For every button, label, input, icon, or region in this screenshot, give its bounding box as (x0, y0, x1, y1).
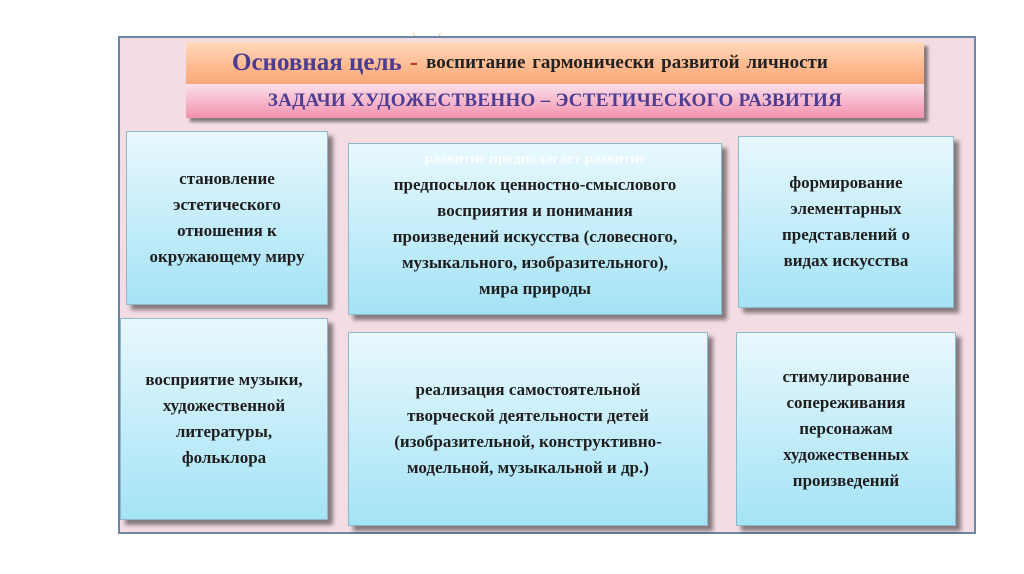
faded-caption: развитие предполагает развитие (424, 151, 646, 167)
task-box-art-forms (738, 136, 954, 308)
task-box-music-literature (120, 318, 328, 520)
goal-separator: - (409, 49, 419, 76)
task-box-value-perception (348, 143, 722, 315)
task-box-aesthetic-attitude (126, 131, 328, 305)
task-text: стимулирование сопереживания персонажам художественных произведений (782, 367, 910, 490)
task-box-empathy (736, 332, 956, 526)
goal-title: Основная цель (232, 49, 402, 76)
task-text: реализация самостоятельной творческой деятельности детей (изобразительной, конструктивно- модельной, музыкальной и др.) (394, 380, 662, 477)
task-text: становление эстетического отношения к окружающему миру (149, 169, 305, 266)
tasks-title: ЗАДАЧИ ХУДОЖЕСТВЕННО – ЭСТЕТИЧЕСКОГО РАЗВИТИЯ (267, 90, 843, 111)
task-text: предпосылок ценностно-смыслового восприятия и понимания произведений искусства (словесного, музыкального, изобразительного), мира природы (392, 175, 678, 298)
task-text: восприятие музыки, художественной литературы, фольклора (145, 370, 303, 467)
task-box-creative-activity (348, 332, 708, 526)
tasks-banner (186, 84, 924, 118)
goal-text: воспитание гармонически развитой личности (426, 52, 828, 73)
main-goal-banner (186, 42, 924, 84)
task-text: формирование элементарных представлений о видах искусства (782, 173, 910, 270)
